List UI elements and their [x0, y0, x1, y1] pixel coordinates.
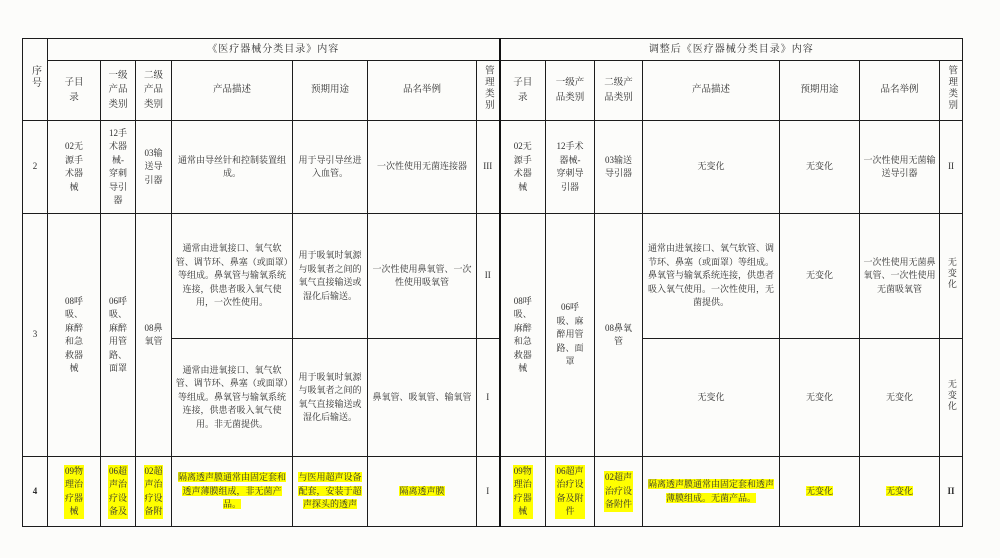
row4-left-mclass: I — [477, 457, 500, 527]
header-right-cat2: 二级产品类别 — [595, 61, 643, 121]
row4-right-mclass: II — [940, 457, 963, 527]
row3-right-subdir: 08呼吸、麻醉和急救器械 — [500, 214, 546, 457]
row3-left-subdir: 08呼吸、麻醉和急救器械 — [48, 214, 101, 457]
row4-left-subdir: 09物理治疗器械 — [48, 457, 101, 527]
header-right-mclass: 管理类别 — [940, 61, 963, 121]
row2-right-subdir: 02无源手术器械 — [500, 121, 546, 214]
header-left-examples: 品名举例 — [368, 61, 477, 121]
row2-right-desc: 无变化 — [643, 121, 780, 214]
row3-left-sub2-desc: 通常由进氧接口、氧气软管、调节环、鼻塞（或面罩）等组成。鼻氧管与输氧系统连接，供患者吸入氧气使用。非无菌提供。 — [172, 339, 293, 457]
row4-right-desc: 隔离透声膜通常由固定套和透声薄膜组成。无菌产品。 — [643, 457, 780, 527]
header-left-cat1: 一级产品类别 — [101, 61, 136, 121]
row3-left-cat1: 06呼吸、麻醉用管路、面罩 — [101, 214, 136, 457]
row3-right-sub2-examples: 无变化 — [860, 339, 940, 457]
row4-serial: 4 — [23, 457, 48, 527]
header-left-desc: 产品描述 — [172, 61, 293, 121]
row3-right-sub1-mclass: 无变化 — [940, 214, 963, 339]
row3-left-sub2-examples: 鼻氧管、吸氧管、输氧管 — [368, 339, 477, 457]
header-left-group: 《医疗器械分类目录》内容 — [48, 39, 500, 61]
row2-serial: 2 — [23, 121, 48, 214]
header-right-group: 调整后《医疗器械分类目录》内容 — [500, 39, 963, 61]
header-left-purpose: 预期用途 — [293, 61, 368, 121]
row4-right-cat1: 06超声治疗设备及附件 — [546, 457, 595, 527]
table-row-4-highlighted — [23, 457, 963, 527]
header-right-purpose: 预期用途 — [780, 61, 860, 121]
row4-left-purpose: 与医用超声设备配套，安装于超声探头的透声 — [293, 457, 368, 527]
row3-left-cat2: 08鼻氧管 — [136, 214, 172, 457]
row4-right-subdir: 09物理治疗器械 — [500, 457, 546, 527]
header-left-mclass: 管理类别 — [477, 61, 500, 121]
header-right-cat1: 一级产品类别 — [546, 61, 595, 121]
row3-right-sub2-mclass: 无变化 — [940, 339, 963, 457]
row2-right-mclass: II — [940, 121, 963, 214]
table-row-2 — [23, 121, 963, 214]
row3-left-sub1-examples: 一次性使用鼻氧管、一次性使用吸氧管 — [368, 214, 477, 339]
row4-left-examples: 隔离透声膜 — [368, 457, 477, 527]
row3-left-sub1-desc: 通常由进氧接口、氧气软管、调节环、鼻塞（或面罩）等组成。鼻氧管与输氧系统连接，供患者吸入氧气使用，一次性使用。 — [172, 214, 293, 339]
row2-right-examples: 一次性使用无菌输送导引器 — [860, 121, 940, 214]
header-serial — [23, 39, 48, 121]
header-right-desc: 产品描述 — [643, 61, 780, 121]
row3-right-sub2-desc: 无变化 — [643, 339, 780, 457]
header-serial-label: 序号 — [29, 65, 41, 89]
row3-serial: 3 — [23, 214, 48, 457]
row3-right-sub1-desc: 通常由进氧接口、氧气软管、调节环、鼻塞（或面罩）等组成。鼻氧管与输氧系统连接，供患者吸入氧气使用。一次性使用，无菌提供。 — [643, 214, 780, 339]
table-row-3-sub1 — [23, 214, 963, 339]
row2-right-purpose: 无变化 — [780, 121, 860, 214]
row3-right-sub1-examples: 一次性使用无菌鼻氧管、一次性使用无菌吸氧管 — [860, 214, 940, 339]
header-left-cat2: 二级产品类别 — [136, 61, 172, 121]
row3-left-sub2-mclass: I — [477, 339, 500, 457]
row4-right-examples: 无变化 — [860, 457, 940, 527]
row3-left-sub2-purpose: 用于吸氧时氧源与吸氧者之间的氧气直接输送或湿化后输送。 — [293, 339, 368, 457]
classification-comparison-table — [22, 38, 963, 527]
header-right-subdir: 子目录 — [500, 61, 546, 121]
header-right-examples: 品名举例 — [860, 61, 940, 121]
row4-left-cat2: 02超声治疗设备附 — [136, 457, 172, 527]
row3-left-sub1-mclass: II — [477, 214, 500, 339]
row3-right-cat1: 06呼吸、麻醉用管路、面罩 — [546, 214, 595, 457]
row2-left-cat1: 12手术器械-穿刺导引器 — [101, 121, 136, 214]
row3-left-sub1-purpose: 用于吸氧时氧源与吸氧者之间的氧气直接输送或湿化后输送。 — [293, 214, 368, 339]
row2-left-desc: 通常由导丝针和控制装置组成。 — [172, 121, 293, 214]
row4-right-cat2: 02超声治疗设备附件 — [595, 457, 643, 527]
row4-right-purpose: 无变化 — [780, 457, 860, 527]
row2-left-subdir: 02无源手术器械 — [48, 121, 101, 214]
row2-left-purpose: 用于导引导丝进入血管。 — [293, 121, 368, 214]
document-page — [22, 38, 963, 527]
row2-right-cat1: 12手术器械-穿刺导引器 — [546, 121, 595, 214]
row4-left-desc: 隔离透声膜通常由固定套和透声薄膜组成，非无菌产品。 — [172, 457, 293, 527]
header-left-subdir: 子目录 — [48, 61, 101, 121]
row3-right-sub1-purpose: 无变化 — [780, 214, 860, 339]
row3-right-sub2-purpose: 无变化 — [780, 339, 860, 457]
row3-right-cat2: 08鼻氧管 — [595, 214, 643, 457]
row2-left-examples: 一次性使用无菌连接器 — [368, 121, 477, 214]
row4-left-cat1: 06超声治疗设备及 — [101, 457, 136, 527]
row2-right-cat2: 03输送导引器 — [595, 121, 643, 214]
row2-left-mclass: III — [477, 121, 500, 214]
row2-left-cat2: 03输送导引器 — [136, 121, 172, 214]
